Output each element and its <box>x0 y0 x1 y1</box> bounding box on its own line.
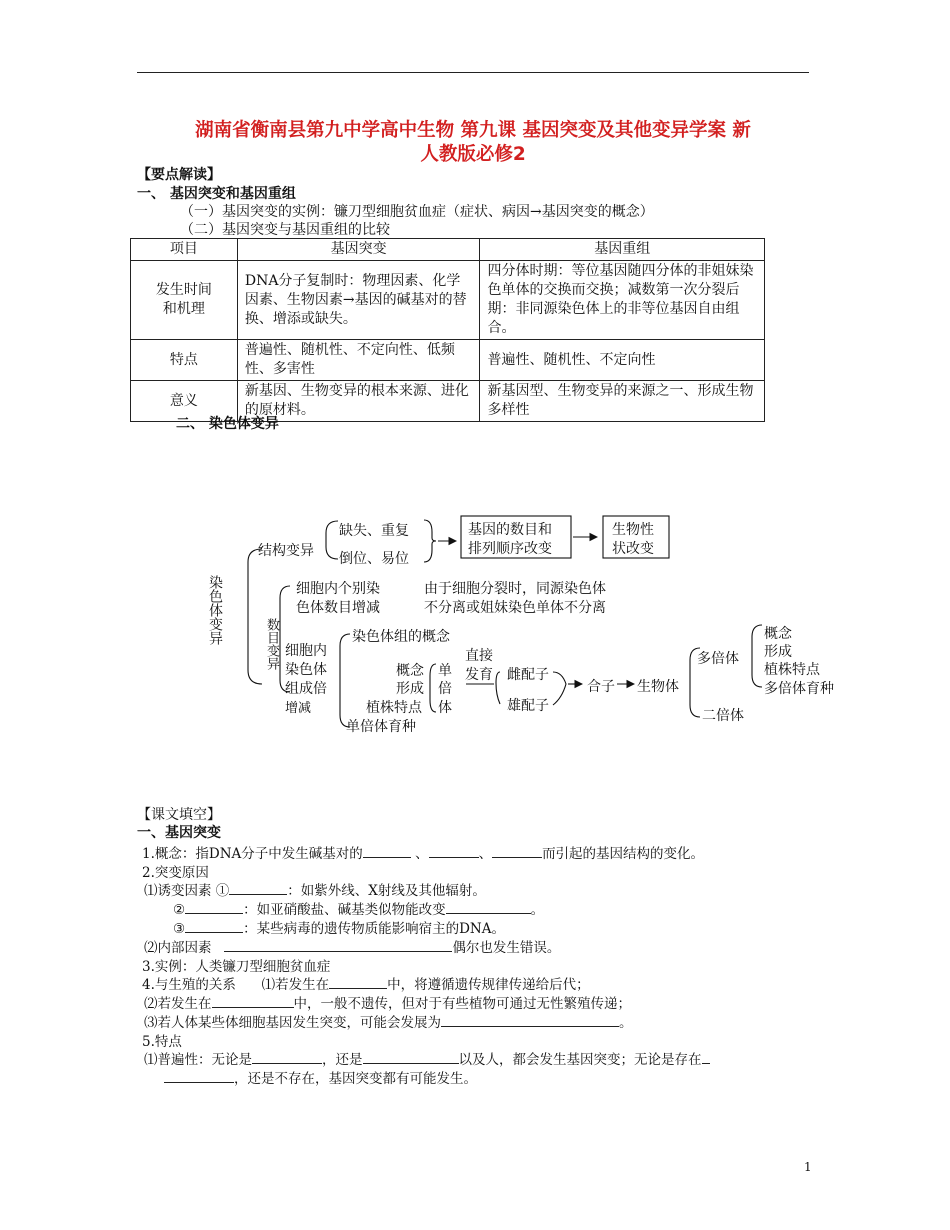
fill-text: 偶尔也发生错误。 <box>452 940 561 956</box>
sub1-text: （一）基因突变的实例：镰刀型细胞贫血症（症状、病因→基因突变的概念） <box>180 204 654 220</box>
fill-line-13 <box>164 1067 477 1087</box>
diagram-direct-line1: 直接 <box>465 648 493 664</box>
fill-heading: 【课文填空】 <box>137 807 221 823</box>
blank-field[interactable] <box>224 937 452 952</box>
diagram-box2-line1: 生物性 <box>612 522 654 538</box>
fill-line-9 <box>144 992 631 1012</box>
blank-field[interactable] <box>185 899 243 914</box>
diagram-plant-traits: 植株特点 <box>366 700 422 716</box>
fill-text: ⑴普遍性：无论是 <box>144 1052 252 1068</box>
fill-line-5 <box>173 917 505 937</box>
diagram-organism: 生物体 <box>637 679 679 695</box>
diagram-ti: 体 <box>438 700 452 716</box>
struct-right-brace <box>424 520 436 562</box>
fill-line-8 <box>142 973 590 993</box>
diagram-formation: 形成 <box>396 681 424 697</box>
fill-text: ⑵内部因素 <box>144 940 212 956</box>
page-title-line2: 人教版必修2 <box>420 144 526 165</box>
blank-field[interactable] <box>702 1049 710 1064</box>
fill-text: 以及人，都会发生基因突变；无论是存在 <box>458 1052 702 1068</box>
table-header-cell: 基因重组 <box>480 239 765 261</box>
fill-line-2: 2.突变原因 <box>142 865 209 881</box>
table-cell: 发生时间 和机理 <box>131 261 238 340</box>
fill-text: 4.与生殖的关系 <box>142 977 236 993</box>
part1-heading: 一、 基因突变和基因重组 <box>137 186 296 202</box>
fill-text: 1.概念：指DNA分子中发生碱基对的 <box>142 846 363 862</box>
blank-field[interactable] <box>441 1012 619 1027</box>
blank-field[interactable] <box>185 918 243 933</box>
fill-text: 、 <box>478 846 493 862</box>
struct-brace <box>326 521 338 559</box>
fill-text: 中，将遵循遗传规律传递给后代； <box>387 977 590 993</box>
table-cell: 意义 <box>131 381 238 422</box>
diagram-root: 染色体变异 <box>207 575 223 645</box>
diagram-set-line4: 增减 <box>285 701 312 716</box>
diagram-poly-item: 多倍体育种 <box>764 681 834 697</box>
fill-text: 。 <box>530 902 545 918</box>
fill-text: ② <box>173 902 186 918</box>
diagram-reason-line1: 由于细胞分裂时，同源染色体 <box>424 581 606 597</box>
blank-field[interactable] <box>252 1049 322 1064</box>
fill-line-10 <box>144 1011 633 1031</box>
root-brace <box>248 549 262 684</box>
diagram-numeric: 数目变异 <box>264 618 279 670</box>
fill-line-6 <box>144 936 560 956</box>
blank-field[interactable] <box>492 843 542 858</box>
blank-field[interactable] <box>429 843 479 858</box>
diagram-set-line2: 染色体 <box>285 662 327 678</box>
fill-text: ，还是不存在，基因突变都有可能发生。 <box>234 1071 477 1087</box>
diagram-poly-item: 形成 <box>764 644 792 660</box>
fill-text: ⑶若人体某些体细胞基因发生突变，可能会发展为 <box>144 1015 441 1031</box>
fill-text: ，还是 <box>322 1052 363 1068</box>
diagram-concept-set: 染色体组的概念 <box>352 629 450 645</box>
fill-text: ：如紫外线、X射线及其他辐射。 <box>287 883 486 899</box>
set-brace <box>340 634 350 727</box>
fill-part1: 一、基因突变 <box>137 825 221 841</box>
diagram-diploid: 二倍体 <box>702 708 744 724</box>
diagram-struct-a: 缺失、重复 <box>339 523 409 539</box>
diagram-zygote: 合子 <box>587 679 615 695</box>
fill-text: 。 <box>619 1015 633 1031</box>
blank-field[interactable] <box>212 993 294 1008</box>
table-cell: 新基因型、生物变异的来源之一、形成生物多样性 <box>480 381 765 422</box>
fill-line-11: 5.特点 <box>142 1034 182 1050</box>
page-title-line1: 湖南省衡南县第九中学高中生物 第九课 基因突变及其他变异学案 新 <box>195 120 751 141</box>
diagram-concept: 概念 <box>396 663 424 679</box>
table-header-cell: 基因突变 <box>237 239 480 261</box>
diagram-female-gamete: 雌配子 <box>507 667 549 683</box>
fill-line-1 <box>142 842 704 862</box>
table-cell: 特点 <box>131 340 238 381</box>
fill-text: ③ <box>173 921 186 937</box>
diagram-box1-line1: 基因的数目和 <box>468 522 552 538</box>
blank-field[interactable] <box>229 880 287 895</box>
fill-text: ⑴诱变因素 ① <box>144 883 230 899</box>
blank-field[interactable] <box>363 1049 459 1064</box>
diagram-bei: 倍 <box>438 681 452 697</box>
sub2-text: （二）基因突变与基因重组的比较 <box>180 222 390 238</box>
diagram-poly-item: 植株特点 <box>764 662 820 678</box>
table-cell: 普遍性、随机性、不定向性 <box>480 340 765 381</box>
page-number: 1 <box>804 1160 812 1174</box>
blank-field[interactable] <box>329 974 387 989</box>
fill-text: ：某些病毒的遗传物质能影响宿主的DNA。 <box>243 921 505 937</box>
table-cell: DNA分子复制时：物理因素、化学因素、生物因素→基因的碱基对的替换、增添或缺失。 <box>237 261 480 340</box>
blank-field[interactable] <box>363 843 411 858</box>
diagram-set-line3: 组成倍 <box>285 681 327 697</box>
diagram-dan: 单 <box>438 663 452 679</box>
fill-line-7: 3.实例：人类镰刀型细胞贫血症 <box>142 959 331 975</box>
fill-text: ⑴若发生在 <box>261 977 330 993</box>
fill-text: ⑵若发生在 <box>144 996 212 1012</box>
fill-text: 、 <box>415 846 429 862</box>
diagram-struct-b: 倒位、易位 <box>339 551 409 567</box>
diagram-male-gamete: 雄配子 <box>507 698 549 714</box>
diagram-haploid-breeding: 单倍体育种 <box>346 719 416 735</box>
fill-line-12 <box>144 1048 710 1068</box>
diagram-poly-item: 概念 <box>764 626 792 642</box>
diagram-indiv-line1: 细胞内个别染 <box>296 581 380 597</box>
blank-field[interactable] <box>446 899 531 914</box>
diagram-set-line1: 细胞内 <box>285 643 327 659</box>
diagram-structural: 结构变异 <box>258 543 314 559</box>
diagram-polyploid: 多倍体 <box>697 651 739 667</box>
part2-heading: 二、 染色体变异 <box>176 416 279 432</box>
diagram-box2-line2: 状改变 <box>612 541 654 557</box>
table-cell: 四分体时期：等位基因随四分体的非姐妹染色单体的交换而交换；减数第一次分裂后期：非同源染色体上的非等位基因自由组合。 <box>480 261 765 340</box>
keypoints-heading: 【要点解读】 <box>137 167 221 183</box>
fill-text: 而引起的基因结构的变化。 <box>542 846 705 862</box>
diagram-direct-line2: 发育 <box>465 667 493 683</box>
table-header-cell: 项目 <box>131 239 238 261</box>
diagram-reason-line2: 不分离或姐妹染色单体不分离 <box>424 600 606 616</box>
table-cell: 新基因、生物变异的根本来源、进化的原材料。 <box>237 381 480 422</box>
blank-field[interactable] <box>164 1068 234 1083</box>
fill-text: 中，一般不遗传，但对于有些植物可通过无性繁殖传递； <box>293 996 631 1012</box>
table-cell: 普遍性、随机性、不定向性、低频性、多害性 <box>237 340 480 381</box>
fill-text: ：如亚硝酸盐、碱基类似物能改变 <box>243 902 446 918</box>
fill-line-4 <box>173 898 544 918</box>
diagram-indiv-line2: 色体数目增减 <box>296 600 380 616</box>
diagram-box1-line2: 排列顺序改变 <box>468 541 552 557</box>
fill-line-3 <box>144 879 486 899</box>
